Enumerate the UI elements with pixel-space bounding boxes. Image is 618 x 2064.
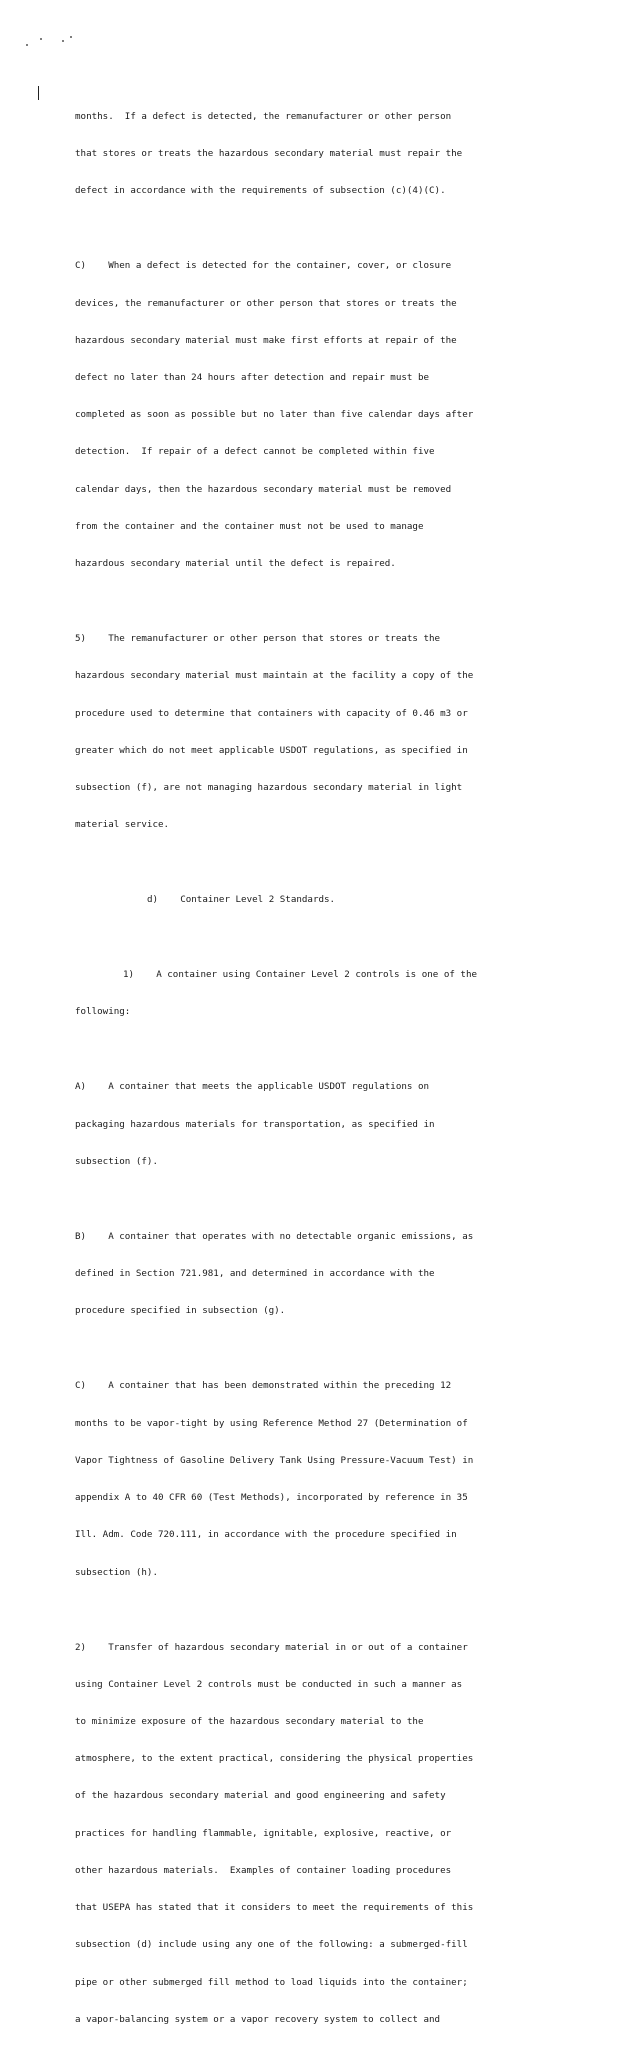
paragraph-2-transfer: 2) Transfer of hazardous secondary material in or out of a container using Container Level 2 controls must be conducted in such a manner as to minimize exposure of the hazardous secondary material to the atmosphere, to the extent practical, considering the physical properties of the hazardous secondary material and good engineering and safety practices for handling flammable, ignitable, explosive, reactive, or other hazardous materials. Examples of container loading procedures that USEPA has stated that it considers to meet the requirements of this subsection (d) include using any one of the following: a submerged-fill pipe or other submerged fill method to load liquids into the container; a vapor-balancing system or a vapor recovery system to collect and [75, 1641, 474, 2025]
paragraph-continuation: months. If a defect is detected, the remanufacturer or other person that stores or treats the hazardous secondary material must repair the defect in accordance with the requirements of subsection (c)(4)(C). [75, 110, 463, 197]
scan-speck [62, 40, 64, 42]
scan-speck [40, 38, 42, 40]
section-heading-d: d) Container Level 2 Standards. [147, 894, 336, 906]
scan-speck [70, 36, 72, 38]
paragraph-a-usdot: A) A container that meets the applicable USDOT regulations on packaging hazardous materials for transportation, as specified in subsection (f). [75, 1081, 435, 1167]
paragraph-c-defect-repair: C) When a defect is detected for the container, cover, or closure devices, the remanufacturer or other person that stores or treats the hazardous secondary material must make first efforts at repair of the defect no later than 24 hours after detection and repair must be completed as soon as possible but no later than five calendar days after detection. If repair of a defect cannot be completed within five calendar days, then the hazardous secondary material must be removed from the container and the container must not be used to manage hazardous secondary material until the defect is repaired. [75, 260, 474, 570]
paragraph-b-no-emissions: B) A container that operates with no detectable organic emissions, as defined in Section 721.981, and determined in accordance with the procedure specified in subsection (g). [75, 1230, 474, 1317]
paragraph-c-vapor-tight: C) A container that has been demonstrated within the preceding 12 months to be vapor-tight by using Reference Method 27 (Determination of Vapor Tightness of Gasoline Delivery Tank Using Pressure-Vacuum Test) in appendix A to 40 CFR 60 (Test Methods), incorporated by reference in 35 Ill. Adm. Code 720.111, in accordance with the procedure specified in subsection (h). [75, 1380, 474, 1578]
scan-speck [26, 44, 28, 46]
document-page [75, 86, 545, 2064]
paragraph-1-level-2: 1) A container using Container Level 2 controls is one of the following: [75, 969, 478, 1018]
paragraph-5-procedure-copy: 5) The remanufacturer or other person that stores or treats the hazardous secondary material must maintain at the facility a copy of the procedure used to determine that containers with capacity of 0.46 m3 or greater which do not meet applicable USDOT regulations, as specified in subsection (f), are not managing hazardous secondary material in light material service. [75, 633, 474, 831]
margin-mark [38, 86, 39, 100]
